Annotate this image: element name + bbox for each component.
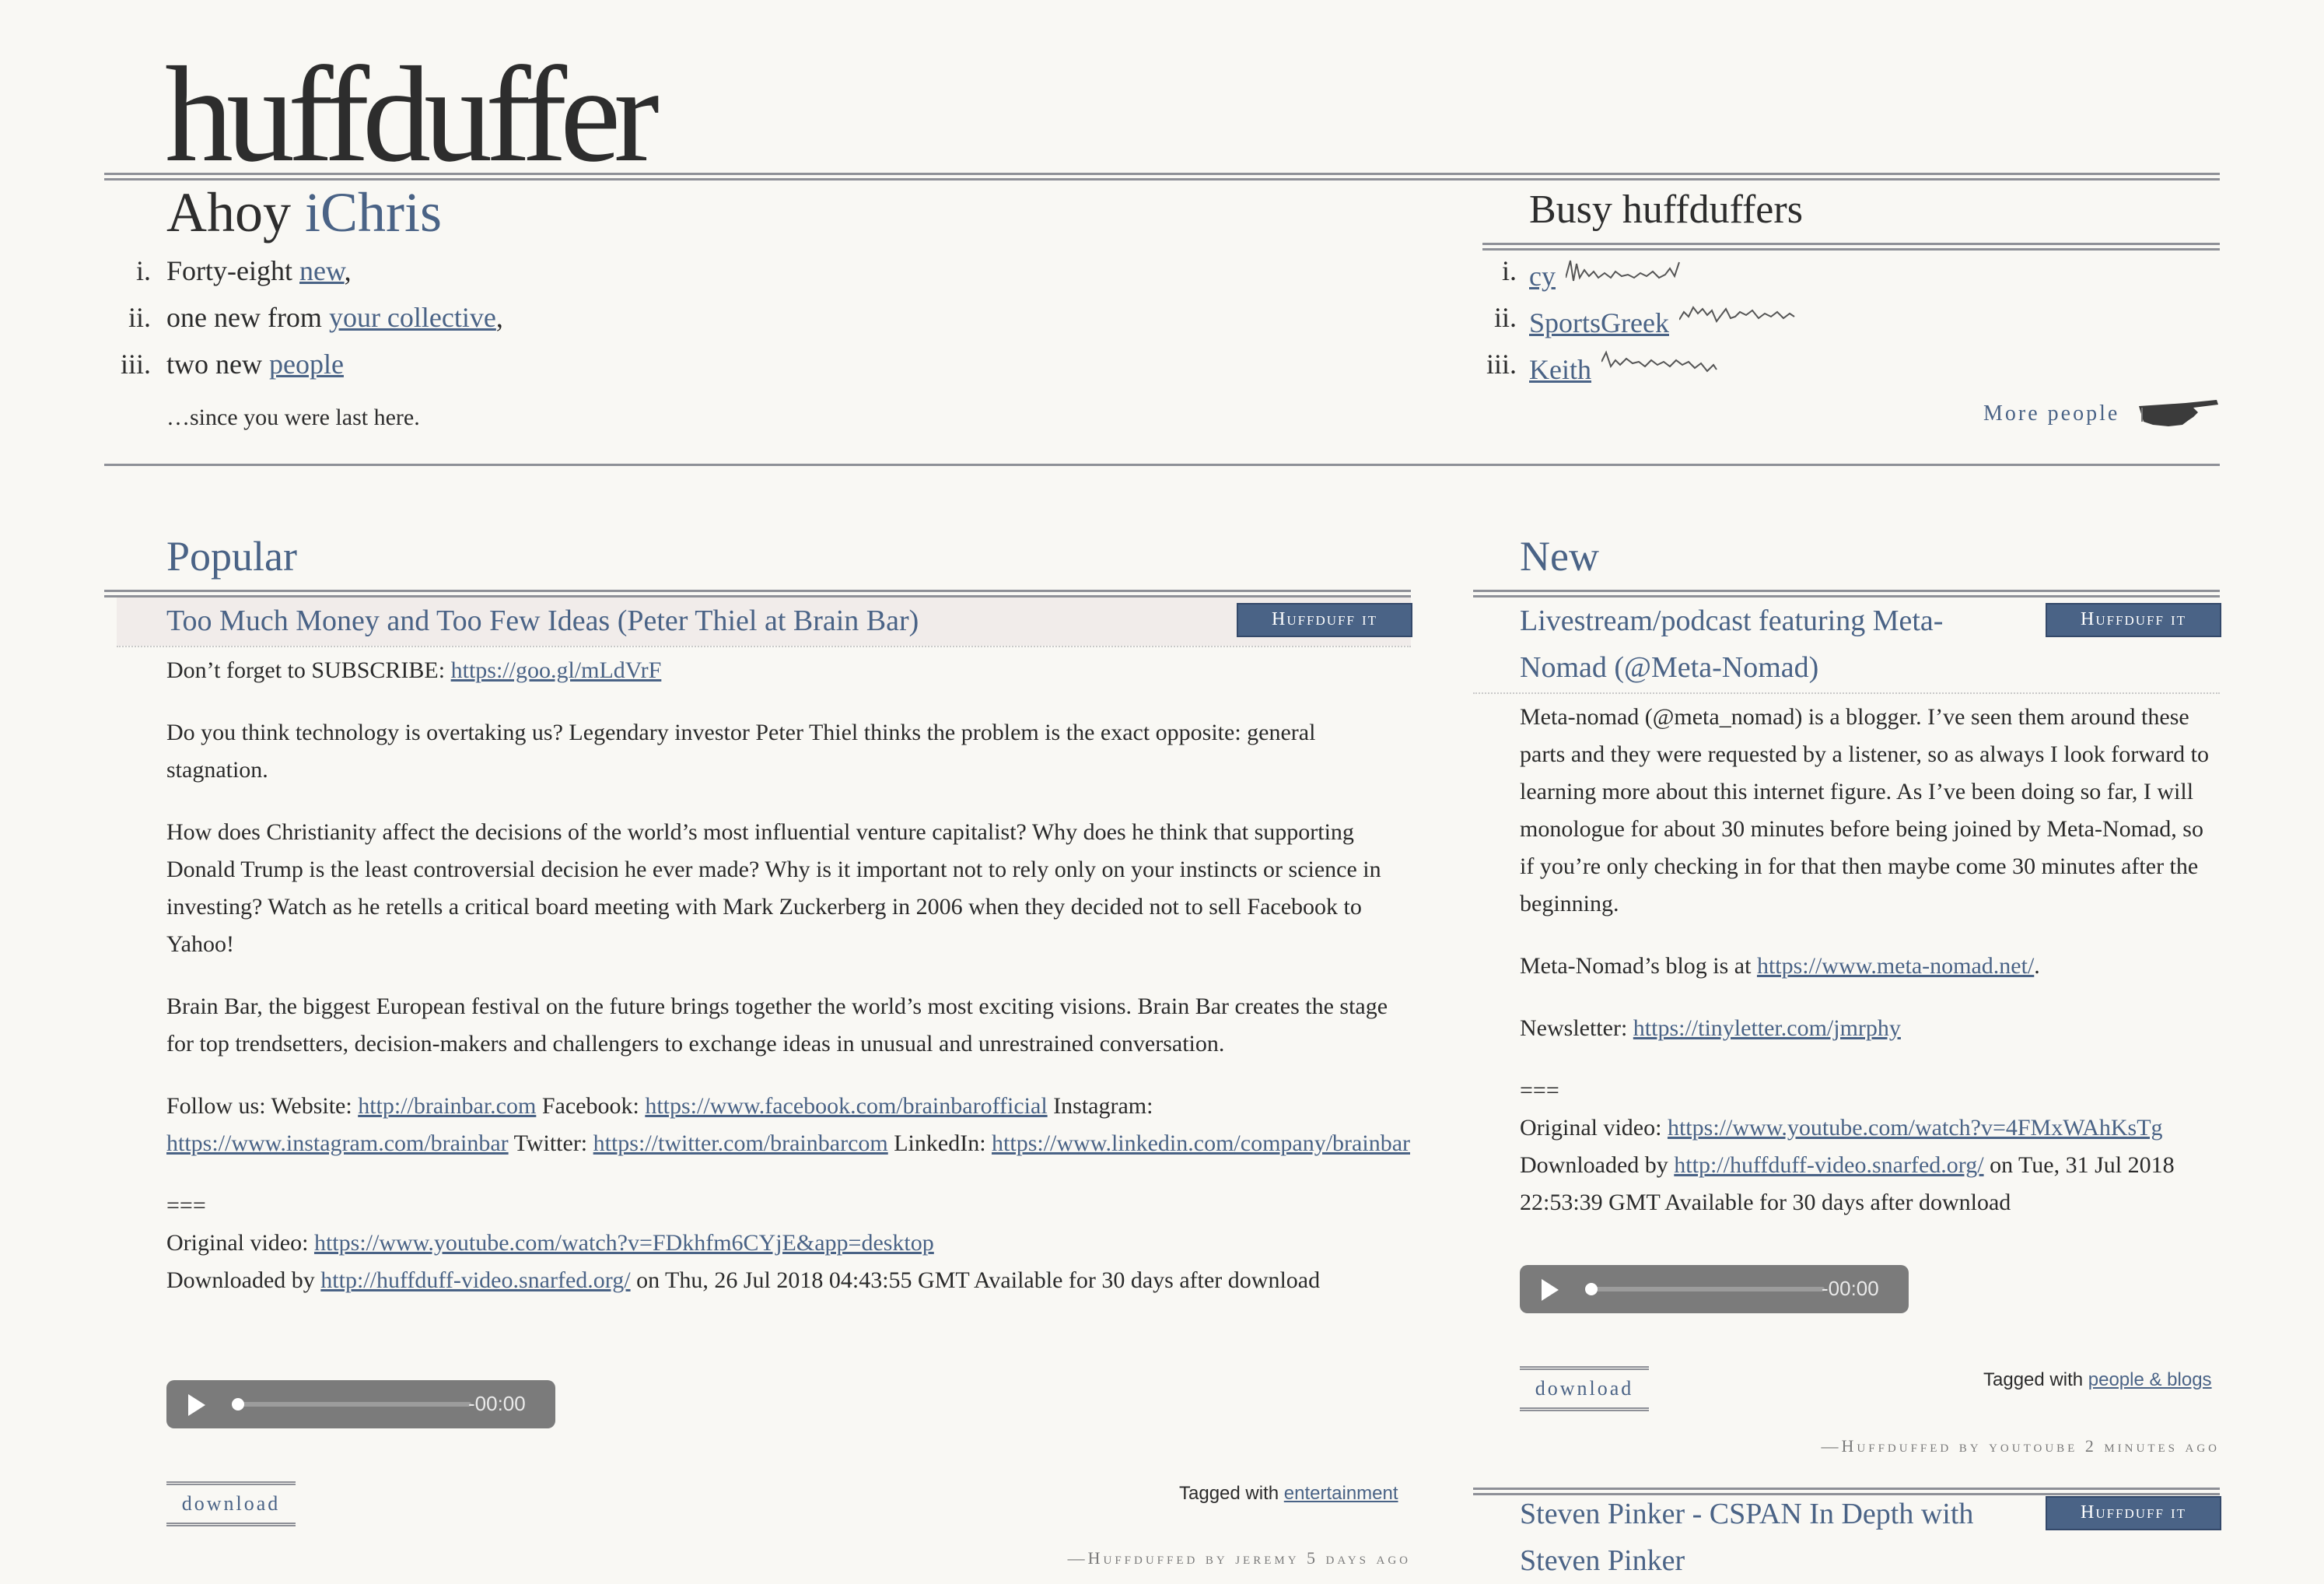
busy-item	[1478, 301, 1796, 348]
follow-us-paragraph	[166, 1088, 1411, 1162]
popular-item-description	[166, 652, 1411, 1299]
website-link[interactable]: http://brainbar.com	[358, 1093, 537, 1119]
separator: ===	[166, 1193, 206, 1218]
text: Original video:	[1520, 1115, 1668, 1141]
greeting-text: one new from	[166, 302, 329, 333]
busy-rule	[1482, 243, 2220, 251]
busy-item	[1478, 254, 1796, 301]
subscribe-link[interactable]: https://goo.gl/mLdVrF	[450, 657, 662, 683]
source-paragraph	[166, 1187, 1411, 1299]
player-time: -00:00	[468, 1392, 526, 1415]
text: Original video:	[166, 1230, 314, 1256]
activity-sparkline-icon	[1601, 348, 1718, 379]
since-text: …since you were last here.	[166, 405, 420, 430]
collective-link[interactable]: your collective	[328, 302, 496, 333]
list-number: iii.	[120, 349, 151, 380]
text: Don’t forget to SUBSCRIBE:	[166, 657, 451, 683]
huffduffed-by: —Huffduffed by youtoube 2 minutes ago	[1821, 1436, 2220, 1456]
list-number: i.	[1501, 255, 1517, 286]
header-rule	[104, 173, 2220, 180]
busy-list	[1478, 254, 1796, 394]
original-video-link[interactable]: https://www.youtube.com/watch?v=4FMxWAhKsTg	[1667, 1115, 2163, 1141]
more-people-link[interactable]	[1983, 401, 2119, 426]
source-paragraph	[1520, 1072, 2220, 1221]
punct: ,	[495, 302, 503, 333]
popular-rule	[104, 590, 1411, 598]
paragraph: Do you think technology is overtaking us? Legendary investor Peter Thiel thinks the problem is the exact opposite: general stagnation.	[166, 720, 1316, 783]
greeting-item	[93, 254, 503, 301]
list-number: iii.	[1486, 349, 1517, 380]
progress-handle[interactable]	[232, 1398, 244, 1411]
busy-person-link[interactable]: SportsGreek	[1529, 307, 1669, 338]
text: Facebook:	[536, 1093, 646, 1119]
list-number: ii.	[128, 302, 151, 333]
popular-item-title[interactable]: Too Much Money and Too Few Ideas (Peter Thiel at Brain Bar)	[166, 605, 919, 637]
play-icon[interactable]	[188, 1394, 205, 1416]
new-heading: New	[1520, 533, 1599, 580]
tagged-with	[1179, 1483, 1398, 1505]
busy-item	[1478, 348, 1796, 394]
greeting-text: Forty-eight	[166, 255, 299, 286]
people-link[interactable]: people	[268, 349, 344, 380]
instagram-link[interactable]: https://www.instagram.com/brainbar	[166, 1130, 509, 1156]
facebook-link[interactable]: https://www.facebook.com/brainbarofficial	[645, 1093, 1048, 1119]
original-video-link[interactable]: https://www.youtube.com/watch?v=FDkhfm6CYjE&app=desktop	[313, 1230, 934, 1256]
site-logo[interactable]: huffduffer	[165, 39, 653, 191]
greeting-ahoy: Ahoy	[166, 181, 291, 244]
pointing-hand-icon	[2136, 395, 2221, 431]
text: LinkedIn:	[887, 1130, 992, 1156]
next-item-title[interactable]: Steven Pinker - CSPAN In Depth with Steven Pinker	[1520, 1498, 1974, 1577]
user-name-link[interactable]: iChris	[305, 181, 443, 244]
huffduffed-by: —Huffduffed by jeremy 5 days ago	[1067, 1548, 1411, 1568]
section-rule	[104, 464, 2220, 466]
text: Instagram:	[1047, 1093, 1153, 1119]
huffduff-it-button[interactable]: Huffduff it	[2046, 603, 2221, 637]
text: Newsletter:	[1520, 1015, 1633, 1041]
tag-link[interactable]: people & blogs	[2088, 1369, 2212, 1390]
download-button[interactable]: download	[1520, 1366, 1649, 1411]
separator: ===	[1520, 1078, 1559, 1103]
tag-link[interactable]: entertainment	[1283, 1483, 1398, 1504]
progress-track[interactable]	[233, 1402, 471, 1407]
progress-handle[interactable]	[1585, 1283, 1598, 1295]
text: on Tue, 31 Jul 2018 22:53:39 GMT Available for 30 days after download	[1520, 1152, 2175, 1215]
text: Downloaded by	[166, 1267, 321, 1293]
popular-heading: Popular	[166, 533, 297, 580]
greeting-item	[93, 301, 503, 348]
list-number: ii.	[1493, 302, 1517, 333]
huffduff-it-button[interactable]: Huffduff it	[2046, 1496, 2221, 1530]
divider	[117, 646, 1411, 647]
newsletter-link[interactable]: https://tinyletter.com/jmrphy	[1633, 1015, 1901, 1041]
progress-track[interactable]	[1587, 1287, 1825, 1291]
download-button[interactable]: download	[166, 1481, 296, 1526]
downloaded-by-link[interactable]: http://huffduff-video.snarfed.org/	[1674, 1152, 1984, 1178]
busy-huffduffers-title: Busy huffduffers	[1529, 187, 1803, 232]
text: Meta-Nomad’s blog is at	[1520, 953, 1757, 979]
text: Tagged with	[1983, 1369, 2088, 1390]
blog-link[interactable]: https://www.meta-nomad.net/	[1756, 953, 2035, 979]
paragraph: Meta-nomad (@meta_nomad) is a blogger. I’ve seen them around these parts and they were requested by a listener, so as always I look forward to learning more about this internet figure. As I’ve been doing so far, I will monologue for about 30 minutes before being joined by Meta-Nomad, so if you’re only checking in for that then maybe come 30 minutes after the beginning.	[1520, 704, 2210, 916]
new-item-title[interactable]: Livestream/podcast featuring Meta-Nomad (@Meta-Nomad)	[1520, 605, 1944, 684]
activity-sparkline-icon	[1566, 254, 1682, 286]
blog-line	[1520, 948, 2220, 985]
new-item-description	[1520, 699, 2220, 1221]
activity-sparkline-icon	[1679, 301, 1796, 332]
text: Tagged with	[1179, 1483, 1284, 1504]
audio-player[interactable]	[1520, 1265, 1909, 1313]
play-icon[interactable]	[1542, 1279, 1559, 1301]
linkedin-link[interactable]: https://www.linkedin.com/company/brainbar	[992, 1130, 1410, 1156]
tagged-with	[1983, 1369, 2212, 1391]
new-rule	[1473, 590, 2220, 598]
greeting-heading	[166, 182, 442, 244]
text: Twitter:	[508, 1130, 593, 1156]
divider	[1473, 692, 2220, 694]
downloaded-by-link[interactable]: http://huffduff-video.snarfed.org/	[320, 1267, 631, 1293]
greeting-text: two new	[166, 349, 269, 380]
busy-person-link[interactable]: cy	[1529, 261, 1556, 292]
text: .	[2034, 953, 2040, 979]
greeting-item	[93, 348, 503, 394]
newsletter-line	[1520, 1010, 2220, 1047]
list-number: i.	[135, 255, 151, 286]
busy-person-link[interactable]: Keith	[1529, 354, 1591, 385]
text: Downloaded by	[1520, 1152, 1675, 1178]
huffduff-it-button[interactable]: Huffduff it	[1237, 603, 1412, 637]
text: on Thu, 26 Jul 2018 04:43:55 GMT Available for 30 days after download	[630, 1267, 1321, 1293]
punct: ,	[344, 255, 352, 286]
new-link[interactable]: new	[299, 255, 345, 286]
paragraph: How does Christianity affect the decisions of the world’s most influential venture capitalist? Why does he think that supporting Donald Trump is the least controversial decision he ever made? Why is it important not to rely only on your instincts or science in investing? Watch as he retells a critical board meeting with Mark Zuckerberg in 2006 when they decided not to sell Facebook to Yahoo!	[166, 819, 1381, 957]
player-time: -00:00	[1822, 1277, 1879, 1300]
more-people-label: More people	[1983, 401, 2120, 426]
twitter-link[interactable]: https://twitter.com/brainbarcom	[593, 1130, 888, 1156]
paragraph: Brain Bar, the biggest European festival on the future brings together the world’s most exciting visions. Brain Bar creates the stage for top trendsetters, decision-makers and challengers to exchange ideas in unusual and unrestrained conversation.	[166, 994, 1388, 1057]
subscribe-line	[166, 652, 1411, 689]
text: Follow us: Website:	[166, 1093, 359, 1119]
audio-player[interactable]	[166, 1380, 555, 1428]
greeting-list	[93, 254, 503, 394]
